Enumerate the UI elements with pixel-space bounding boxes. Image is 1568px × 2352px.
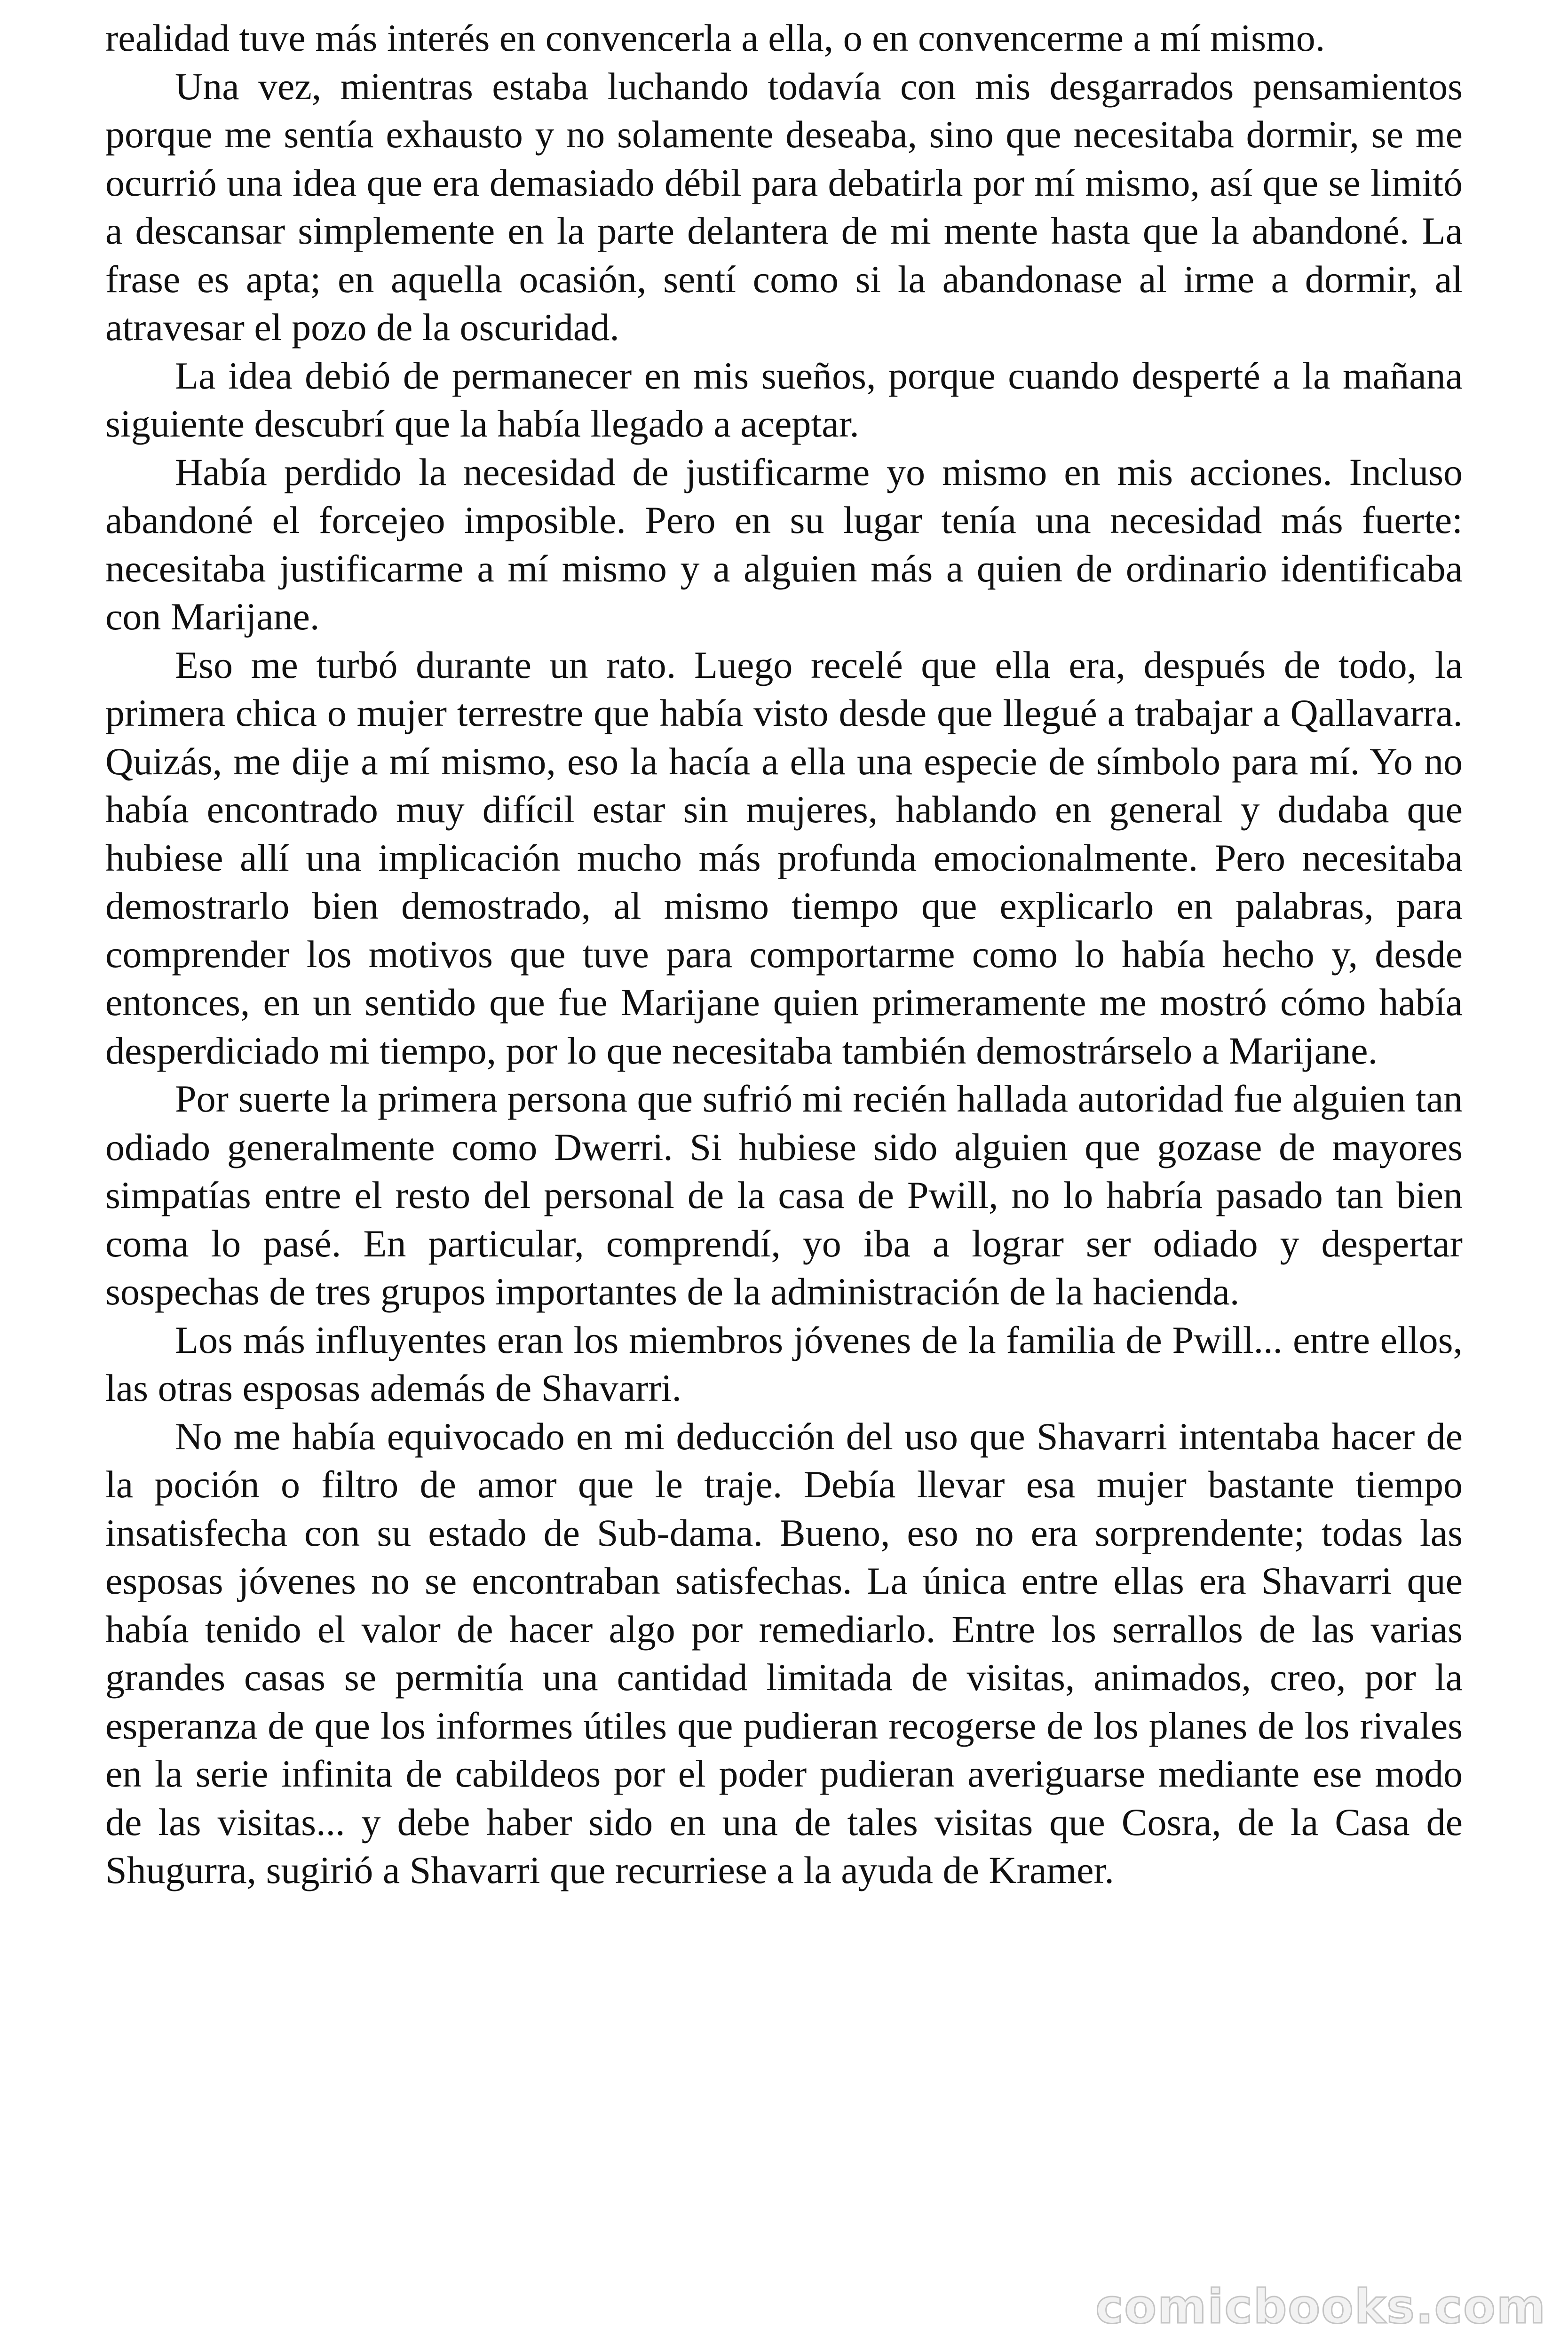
paragraph-8: No me había equivocado en mi deducción del uso que Shavarri intentaba hacer de la poción o filtro de amor que le traje. Debía llevar esa mujer bastante tiempo insatisfecha con su estado de Sub-dama. Bueno, eso no era sorprendente; todas las esposas jóvenes no se encontraban satisfechas. La única entre ellas era Shavarri que había tenido el valor de hacer algo por remediarlo. Entre los serrallos de las varias grandes casas se permitía una cantidad limitada de visitas, animados, creo, por la esperanza de que los informes útiles que pudieran recogerse de los planes de los rivales en la serie infinita de cabildeos por el poder pudieran averiguarse mediante ese modo de las visitas... y debe haber sido en una de tales visitas que Cosra, de la Casa de Shugurra, sugirió a Shavarri que recurriese a la ayuda de Kramer.: [105, 1414, 1463, 1891]
paragraph-3: La idea debió de permanecer en mis sueños, porque cuando desperté a la mañana siguiente descubrí que la había llegado a aceptar.: [105, 354, 1463, 445]
paragraph-7: Los más influyentes eran los miembros jóvenes de la familia de Pwill... entre ellos, las otras esposas además de Shavarri.: [105, 1318, 1463, 1409]
paragraph-6: Por suerte la primera persona que sufrió mi recién hallada autoridad fue alguien tan odiado generalmente como Dwerri. Si hubiese sido alguien que gozase de mayores simpatías entre el resto del personal de la casa de Pwill, no lo habría pasado tan bien coma lo pasé. En particular, comprendí, yo iba a lograr ser odiado y despertar sospechas de tres grupos importantes de la administración de la hacienda.: [105, 1077, 1463, 1313]
paragraph-1: realidad tuve más interés en convencerla a ella, o en convencerme a mí mismo.: [105, 16, 1325, 59]
paragraph-4: Había perdido la necesidad de justificarme yo mismo en mis acciones. Incluso abandoné el forcejeo imposible. Pero en su lugar tenía una necesidad más fuerte: necesitaba justificarme a mí mismo y a alguien más a quien de ordinario identificaba con Marijane.: [105, 450, 1463, 638]
paragraph-2: Una vez, mientras estaba luchando todavía con mis desgarrados pensamientos porque me sentía exhausto y no solamente deseaba, sino que necesitaba dormir, se me ocurrió una idea que era demasiado débil para debatirla por mí mismo, así que se limitó a descansar simplemente en la parte delantera de mi mente hasta que la abandoné. La frase es apta; en aquella ocasión, sentí como si la abandonase al irme a dormir, al atravesar el pozo de la oscuridad.: [105, 64, 1463, 349]
paragraph-5: Eso me turbó durante un rato. Luego recelé que ella era, después de todo, la primera chica o mujer terrestre que había visto desde que llegué a trabajar a Qallavarra. Quizás, me dije a mí mismo, eso la hacía a ella una especie de símbolo para mí. Yo no había encontrado muy difícil estar sin mujeres, hablando en general y dudaba que hubiese allí una implicación mucho más profunda emocionalmente. Pero necesitaba demostrarlo bien demostrado, al mismo tiempo que explicarlo en palabras, para comprender los motivos que tuve para comportarme como lo había hecho y, desde entonces, en un sentido que fue Marijane quien primeramente me mostró cómo había desperdiciado mi tiempo, por lo que necesitaba también demostrárselo a Marijane.: [105, 643, 1463, 1072]
watermark-text: comicbooks.com: [1095, 2279, 1546, 2334]
book-page-text: [105, 14, 1463, 1895]
